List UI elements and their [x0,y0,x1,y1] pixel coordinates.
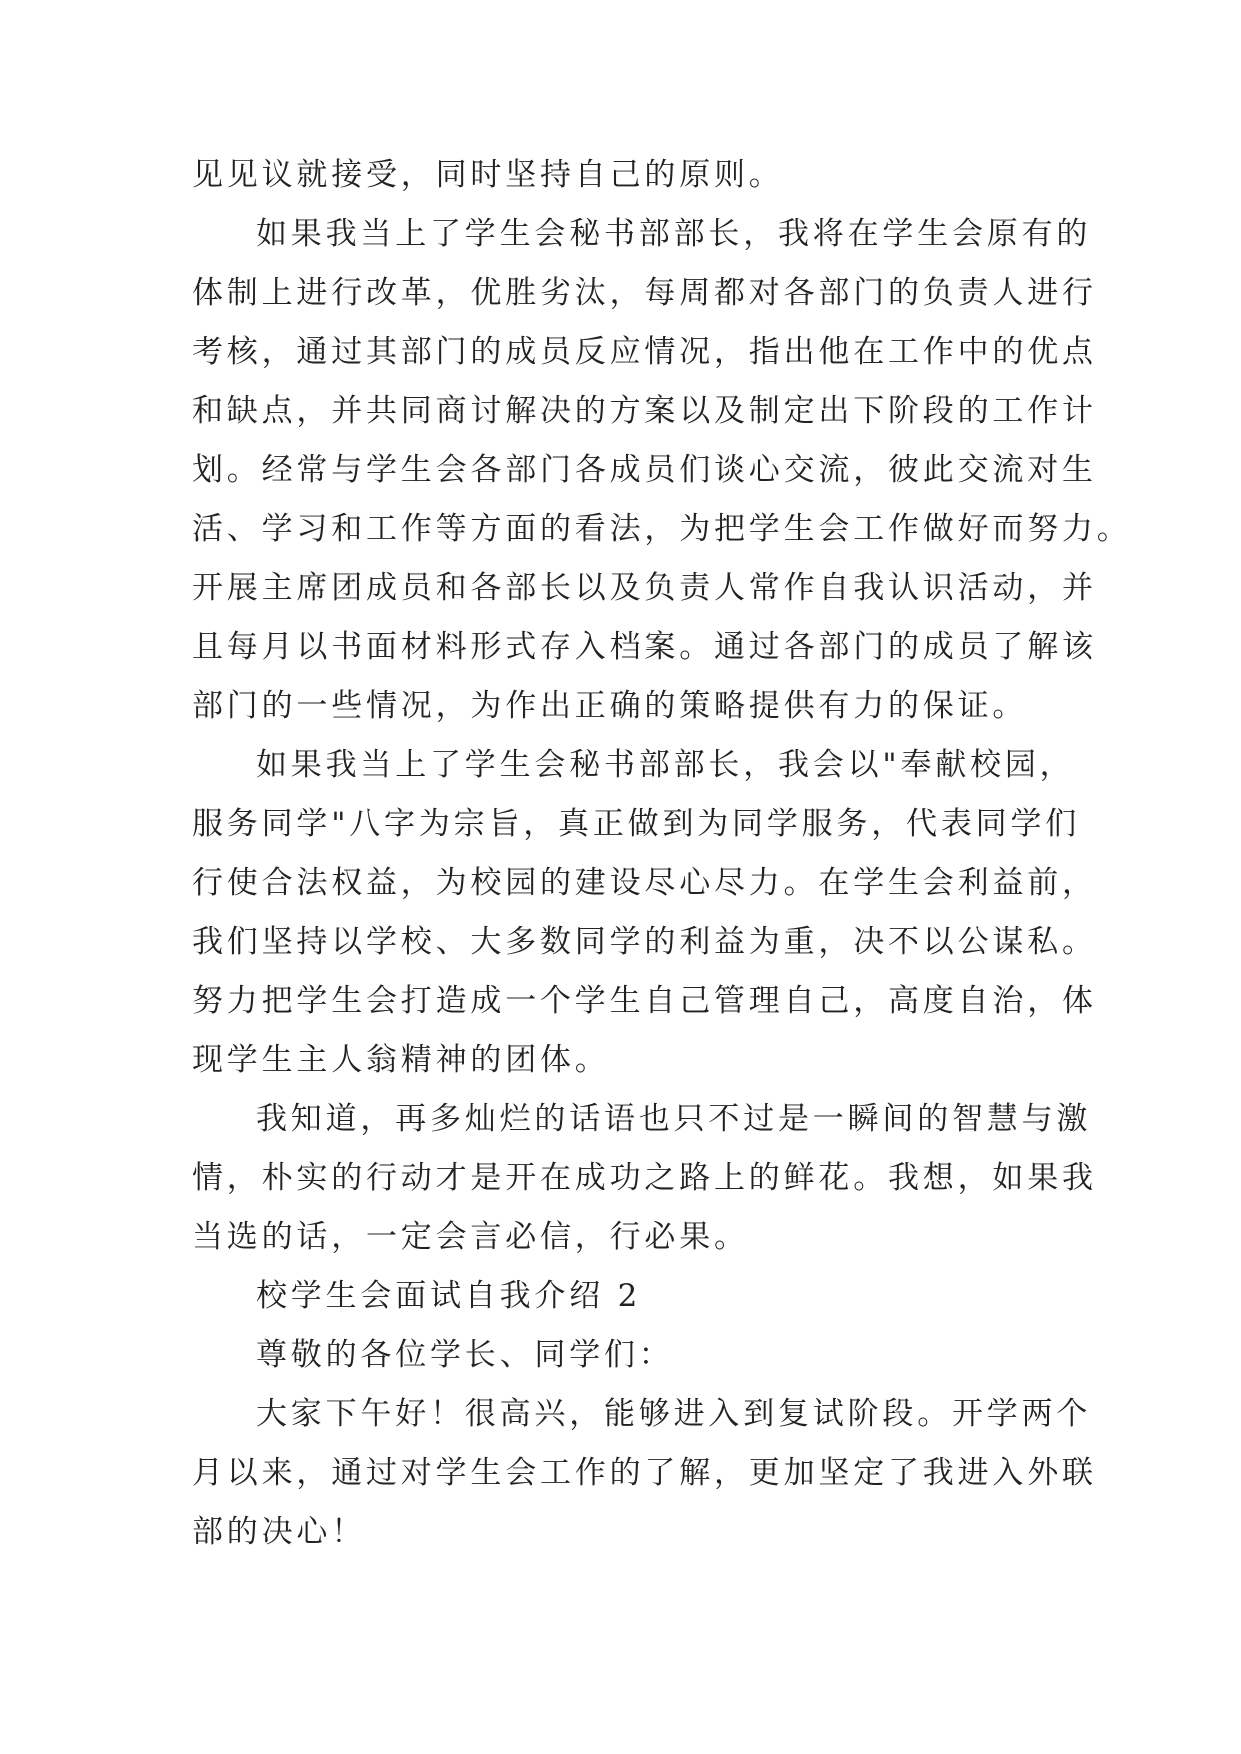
text-line: 活、学习和工作等方面的看法，为把学生会工作做好而努力。 [192,511,1132,547]
text-line: 开展主席团成员和各部长以及负责人常作自我认识活动，并 [192,570,1097,606]
text-line: 努力把学生会打造成一个学生自己管理自己，高度自治，体 [192,983,1097,1019]
text-line: 如果我当上了学生会秘书部部长，我会以"奉献校园， [256,747,1075,783]
text-line: 部门的一些情况，为作出正确的策略提供有力的保证。 [192,688,1028,724]
text-line: 部的决心！ [192,1514,366,1550]
text-line: 行使合法权益，为校园的建设尽心尽力。在学生会利益前， [192,865,1097,901]
text-line: 我们坚持以学校、大多数同学的利益为重，决不以公谋私。 [192,924,1097,960]
text-line: 见见议就接受，同时坚持自己的原则。 [192,157,784,193]
text-line: 当选的话，一定会言必信，行必果。 [192,1219,749,1255]
text-line: 体制上进行改革，优胜劣汰，每周都对各部门的负责人进行 [192,275,1097,311]
salutation-line: 尊敬的各位学长、同学们： [256,1337,674,1373]
text-line: 如果我当上了学生会秘书部部长，我将在学生会原有的 [256,216,1092,252]
text-line: 划。经常与学生会各部门各成员们谈心交流，彼此交流对生 [192,452,1097,488]
text-line: 现学生主人翁精神的团体。 [192,1042,610,1078]
section-heading: 校学生会面试自我介绍 2 [256,1278,642,1314]
text-line: 大家下午好！很高兴，能够进入到复试阶段。开学两个 [256,1396,1092,1432]
text-line: 情，朴实的行动才是开在成功之路上的鲜花。我想，如果我 [192,1160,1097,1196]
text-line: 考核，通过其部门的成员反应情况，指出他在工作中的优点 [192,334,1097,370]
text-line: 和缺点，并共同商讨解决的方案以及制定出下阶段的工作计 [192,393,1097,429]
text-line: 且每月以书面材料形式存入档案。通过各部门的成员了解该 [192,629,1097,665]
text-line: 服务同学"八字为宗旨，真正做到为同学服务，代表同学们 [192,806,1081,842]
text-line: 我知道，再多灿烂的话语也只不过是一瞬间的智慧与激 [256,1101,1092,1137]
text-line: 月以来，通过对学生会工作的了解，更加坚定了我进入外联 [192,1455,1097,1491]
